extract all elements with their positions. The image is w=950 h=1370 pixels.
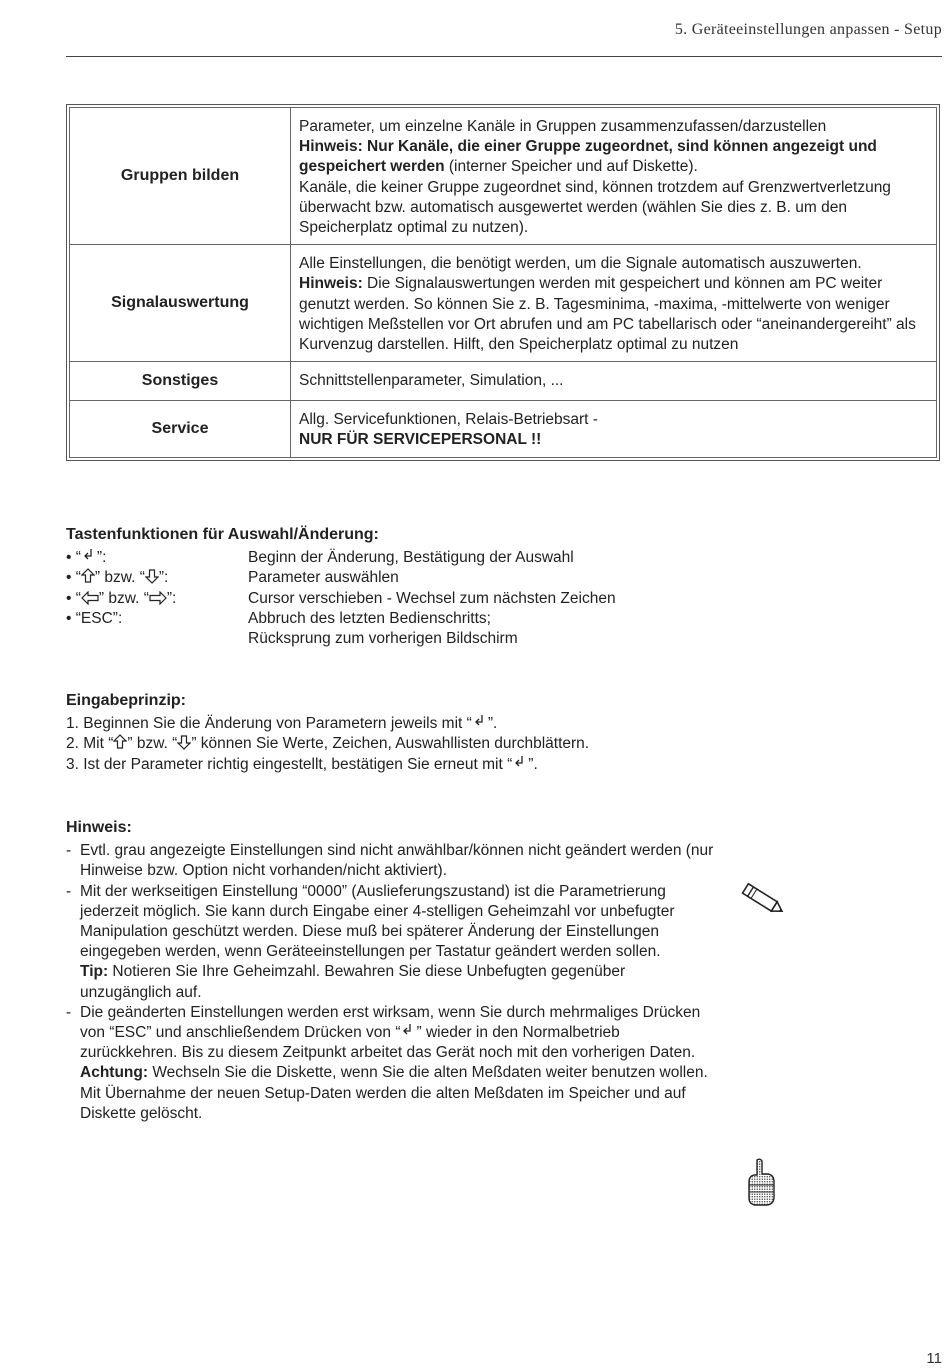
key-description: Abbruch des letzten Bedienschritts; [248, 609, 491, 627]
desc-note [299, 274, 928, 355]
table-row [70, 245, 937, 362]
enter-key-icon [472, 714, 488, 730]
header-divider [66, 56, 942, 57]
tip-label: Tip: [80, 963, 109, 981]
bold-note: Hinweis: Nur Kanäle, die einer Gruppe zugeordnet, sind können angezeigt und gespeichert werden [299, 138, 877, 176]
arrow-down-icon [145, 568, 159, 584]
note-tail: (interner Speicher und auf Diskette). [444, 158, 698, 176]
table-row [70, 401, 937, 457]
desc-note [299, 137, 928, 177]
list-item [66, 589, 706, 609]
key-description: Parameter auswählen [248, 569, 399, 587]
desc-line: Schnittstellenparameter, Simulation, ... [299, 372, 564, 390]
table-row [70, 362, 937, 401]
enter-key-icon [512, 755, 528, 771]
list-item: - Die geänderten Einstellungen werden erst wirksam, wenn Sie durch mehrmaliges Drücken von “ESC” und anschließendem Drücken von “ ” wieder in den Normalbetrieb zurückkehren. Bis zu diesem Zeitpunkt arbeitet das Gerät noch mit den vorherigen Daten. Achtung: Wechseln Sie die Diskette, wenn Sie die alten Meßdaten weiter benutzen wollen. Mit Übernahme der neuen Setup-Daten werden die alten Meßdaten im Speicher und auf Diskette gelöscht. [66, 1003, 708, 1122]
key-description: Cursor verschieben - Wechsel zum nächsten Zeichen [248, 589, 616, 607]
row-label: Sonstiges [70, 362, 291, 401]
row-description [291, 108, 937, 245]
arrow-up-icon [81, 568, 95, 584]
list-item: - Evtl. grau angezeigte Einstellungen sind nicht anwählbar/können nicht geändert werden (nur Hinweise bzw. Option nicht vorhanden/nicht aktiviert). [66, 842, 714, 880]
pencil-note-icon [738, 880, 788, 920]
row-description [291, 362, 937, 401]
list-item: 2. Mit “ ” bzw. “ ” können Sie Werte, Zeichen, Auswahllisten durchblättern. [66, 735, 590, 753]
warning-label: Achtung: [80, 1064, 149, 1082]
page-header-title: 5. Geräteeinstellungen anpassen - Setup [674, 21, 942, 38]
enter-key-icon [400, 1023, 416, 1039]
key-label: • “ ”: [66, 549, 107, 567]
desc-line: Kanäle, die keiner Gruppe zugeordnet sind, können trotzdem auf Grenzwertverletzung überwacht bzw. automatisch ausgewertet werden (wählen Sie dies z. B. um den Speicherplatz optimal zu nutzen). [299, 178, 891, 237]
desc-line: Allg. Servicefunktionen, Relais-Betriebsart - [299, 411, 598, 429]
arrow-left-icon [81, 591, 99, 605]
row-label: Signalauswertung [70, 245, 291, 362]
list-item [66, 609, 706, 649]
list-item: 1. Beginnen Sie die Änderung von Parametern jeweils mit “ ”. [66, 715, 498, 733]
section-heading: Hinweis: [66, 819, 132, 836]
row-description [291, 245, 937, 362]
enter-key-icon [81, 548, 97, 564]
input-principle-section [66, 691, 706, 775]
list-item: - Mit der werkseitigen Einstellung “0000” (Auslieferungszustand) ist die Parametrierung jederzeit möglich. Sie kann durch Eingabe einer 4-stelligen Geheimzahl vor unbefugter Manipulation geschützt werden. Diese muß bei späterer Änderung der Einstellungen eingegeben werden, wenn Geräteeinstellungen per Tastatur geändert werden sollen. Tip: Notieren Sie Ihre Geheimzahl. Bewahren Sie diese Unbefugten gegenüber unzugänglich auf. [66, 882, 675, 1001]
note-tail: Die Signalauswertungen werden mit gespeichert und können am PC weiter genutzt werden. So können Sie z. B. Tagesminima, -maxima, -mittelwerte von weniger wichtigen Meßstellen vor Ort abrufen und am PC tabellarisch oder “aneinandergereiht” als Kurvenzug darstellen. Hilft, den Speicherplatz optimal zu nutzen [299, 275, 916, 354]
page-number: 11 [926, 1350, 942, 1367]
arrow-right-icon [149, 591, 167, 605]
pointing-hand-icon [746, 1158, 776, 1208]
arrow-down-icon [177, 734, 191, 750]
list-item: 3. Ist der Parameter richtig eingestellt, bestätigen Sie erneut mit “ ”. [66, 755, 538, 773]
key-description: Rücksprung zum vorherigen Bildschirm [248, 630, 518, 648]
row-label: Gruppen bilden [70, 108, 291, 245]
row-label: Service [70, 401, 291, 457]
table-row [70, 108, 937, 245]
key-label: • “ ” bzw. “ ”: [66, 589, 177, 607]
key-label: • “ESC”: [66, 609, 123, 627]
bold-note: Hinweis: [299, 275, 363, 293]
list-item [66, 568, 706, 588]
section-heading: Eingabeprinzip: [66, 692, 186, 709]
setup-table [66, 104, 940, 461]
bold-warning: NUR FÜR SERVICEPERSONAL !! [299, 431, 542, 449]
key-functions-section [66, 525, 706, 649]
list-item [66, 548, 706, 568]
arrow-up-icon [113, 734, 127, 750]
notes-section [66, 818, 716, 1124]
desc-line: Alle Einstellungen, die benötigt werden, um die Signale automatisch auszuwerten. [299, 255, 862, 273]
desc-line: Parameter, um einzelne Kanäle in Gruppen zusammenzufassen/darzustellen [299, 118, 827, 135]
key-description: Beginn der Änderung, Bestätigung der Auswahl [248, 549, 574, 567]
row-description [291, 401, 937, 457]
section-heading: Tastenfunktionen für Auswahl/Änderung: [66, 526, 379, 543]
key-label: • “ ” bzw. “ ”: [66, 569, 169, 587]
